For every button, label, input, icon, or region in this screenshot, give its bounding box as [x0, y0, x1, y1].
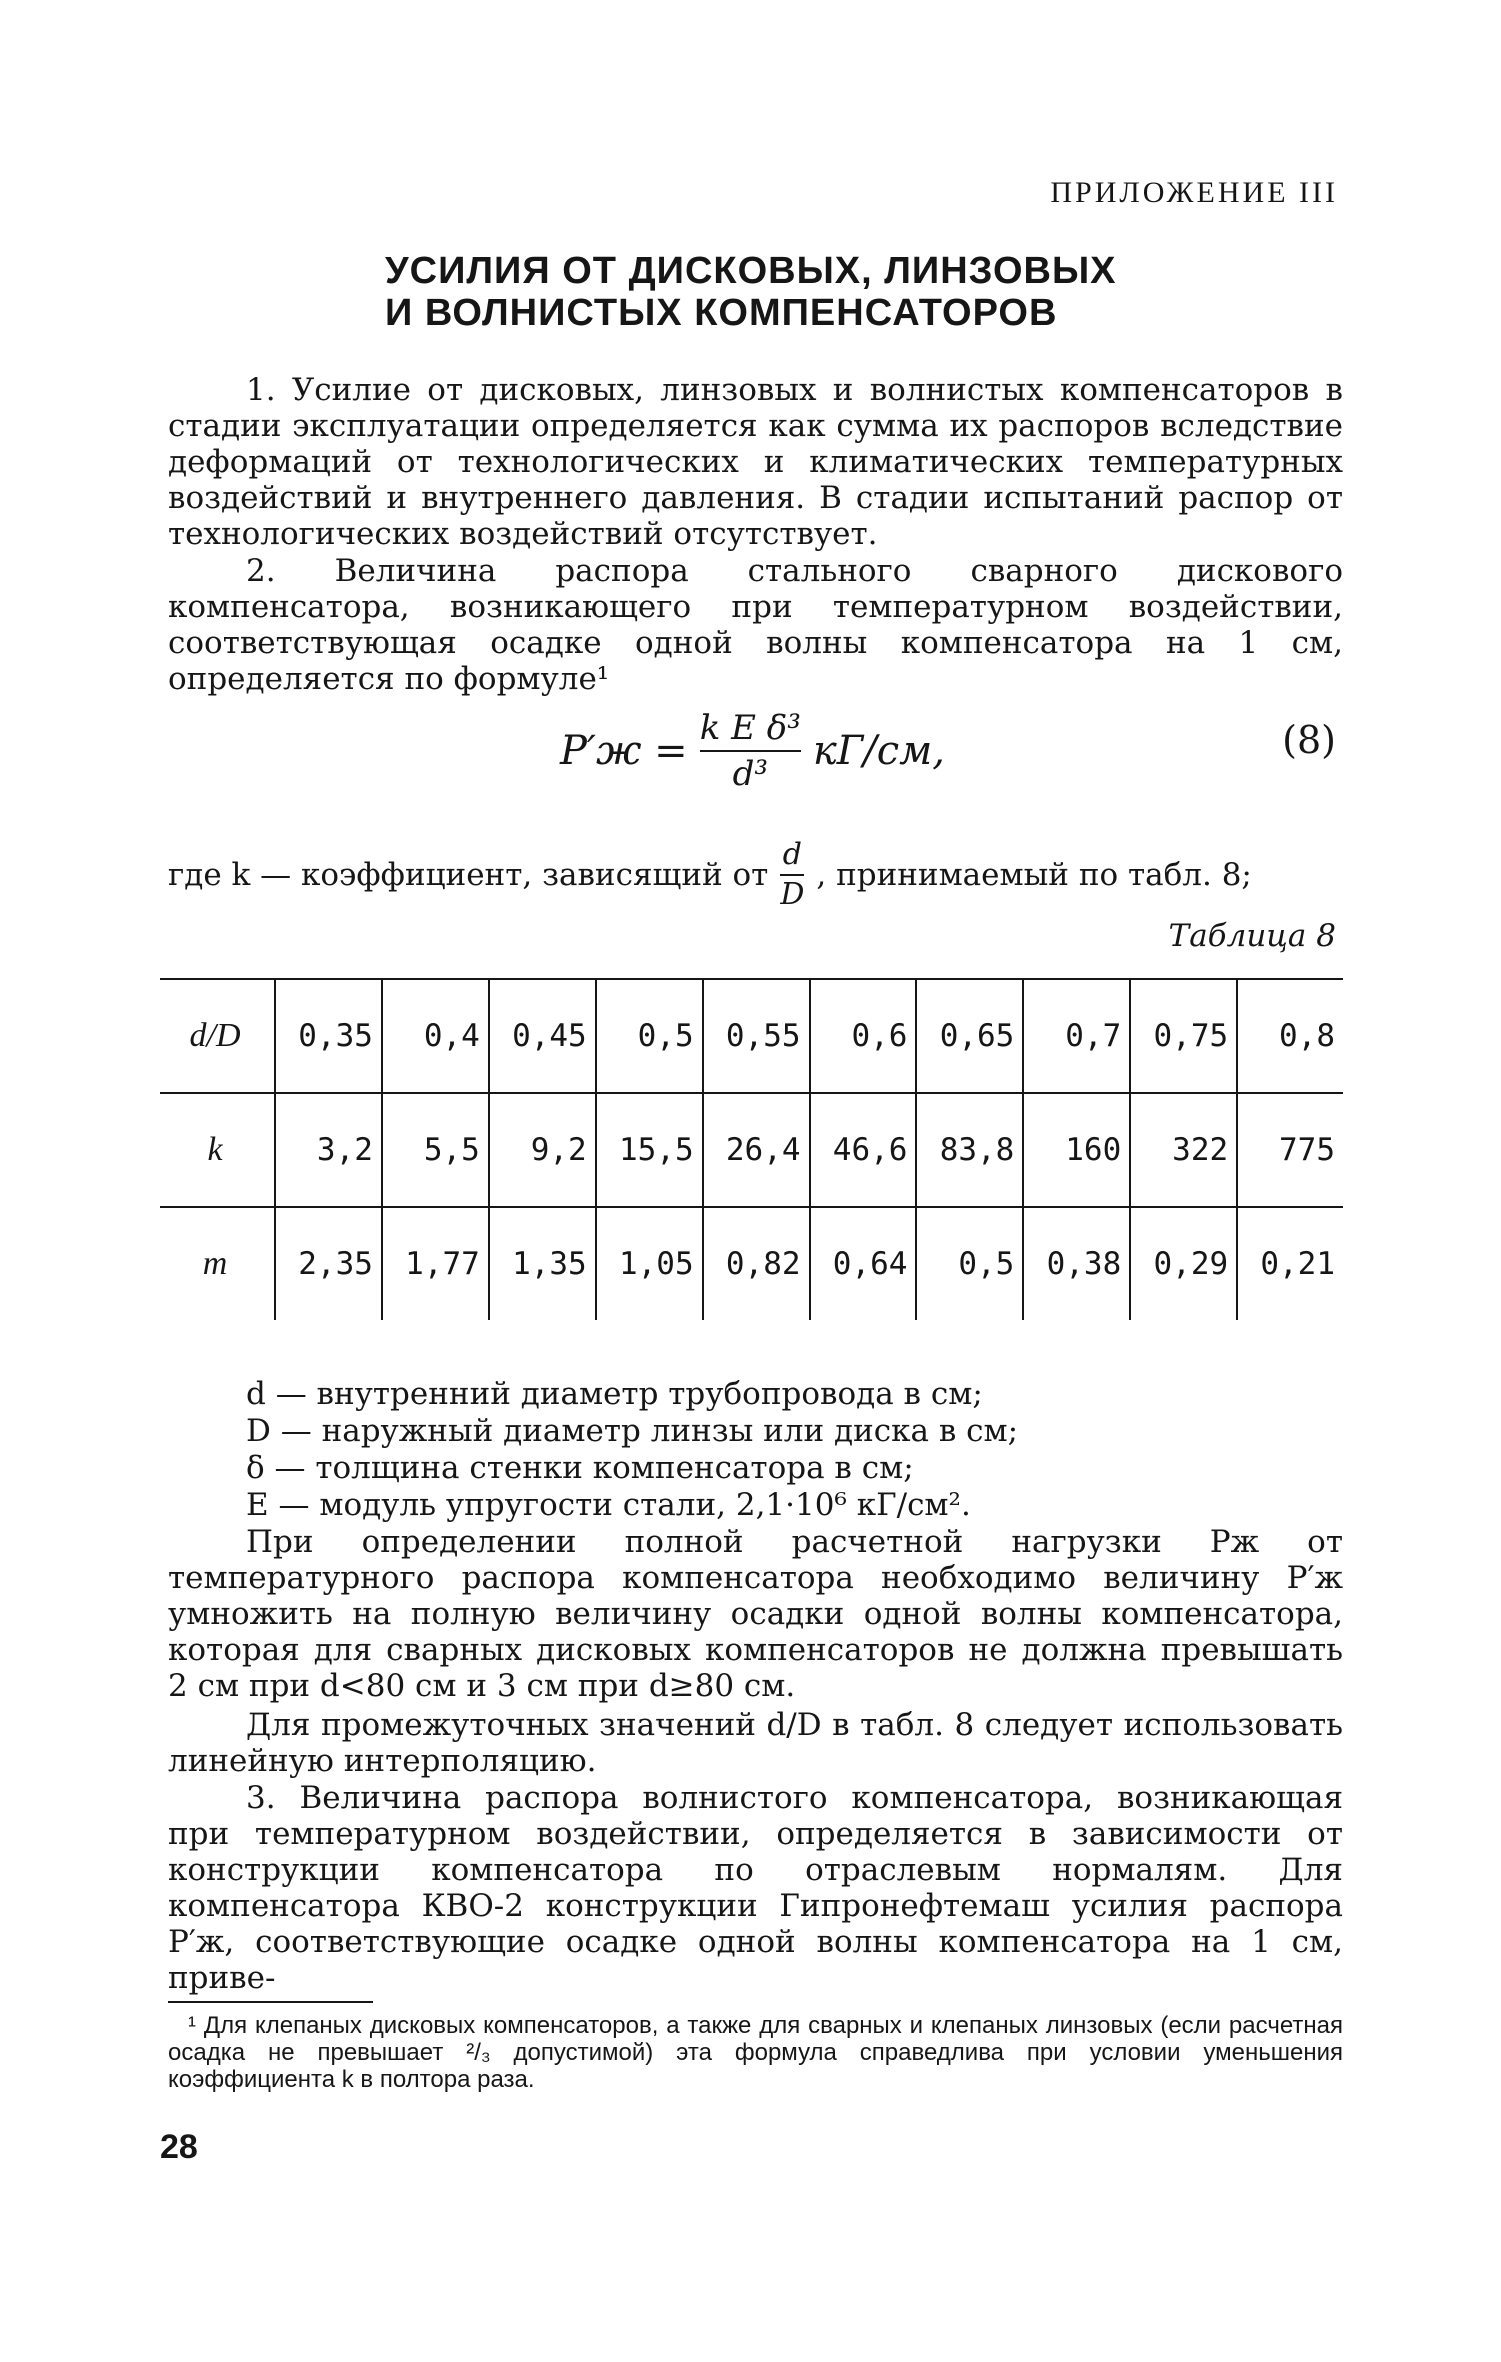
table-cell: 160: [1023, 1093, 1130, 1207]
table-cell: 26,4: [703, 1093, 810, 1207]
formula-numerator: k E δ³: [699, 708, 801, 748]
table-cell: 9,2: [489, 1093, 596, 1207]
where-fraction-num: d: [782, 837, 802, 872]
where-suffix: , принимаемый по табл. 8;: [816, 857, 1252, 893]
footnote-separator: [168, 2001, 373, 2003]
table-row-label: m: [202, 1245, 228, 1282]
fraction-bar: [780, 874, 804, 876]
table-cell: 0,55: [703, 979, 810, 1093]
table-cell: 2,35: [275, 1207, 382, 1320]
table-cell: 0,45: [489, 979, 596, 1093]
formula-denominator: d³: [732, 754, 768, 794]
table-cell: 1,35: [489, 1207, 596, 1320]
table-cell: 0,6: [810, 979, 917, 1093]
table-cell: 1,77: [382, 1207, 489, 1320]
paragraph-2: [168, 553, 1343, 697]
footnote: [168, 2012, 1343, 2093]
table-cell: 0,29: [1130, 1207, 1237, 1320]
table-caption: Таблица 8: [1168, 918, 1336, 954]
table-row: [160, 1093, 1343, 1207]
definitions-list: [246, 1376, 1018, 1524]
table-cell: 775: [1237, 1093, 1343, 1207]
table-cell: 0,38: [1023, 1207, 1130, 1320]
table-cell: 5,5: [382, 1093, 489, 1207]
definition-d: d — внутренний диаметр трубопровода в см;: [246, 1376, 983, 1412]
table-cell: 0,5: [596, 979, 703, 1093]
where-fraction-den: D: [780, 877, 805, 912]
paragraph-4-text: Для промежуточных значений d/D в табл. 8 следует использовать линейную интерполяцию.: [168, 1707, 1343, 1779]
table-cell: 0,8: [1237, 979, 1343, 1093]
paragraph-3-text: При определении полной расчетной нагрузки Pж от температурного распора компенсатора необходимо величину P′ж умножить на полную величину осадки одной волны компенсатора, которая для сварных дисковых компенсаторов не должна превышать 2 см при d<80 см и 3 см при d≥80 см.: [168, 1524, 1343, 1704]
appendix-header: ПРИЛОЖЕНИЕ III: [1050, 176, 1338, 209]
table-row-label: d/D: [189, 1017, 241, 1054]
table-cell: 0,35: [275, 979, 382, 1093]
page-title: [385, 250, 1117, 334]
paragraph-3: [168, 1524, 1343, 1704]
formula-8: [560, 708, 945, 794]
paragraph-5-text: 3. Величина распора волнистого компенсатора, возникающая при температурном воздействии, определяется в зависимости от конструкции компенсатора по отраслевым нормалям. Для компенсатора КВО-2 конструкции Гипронефтемаш усилия распора P′ж, соответствующие осадке одной волны компенсатора на 1 см, приве-: [168, 1780, 1343, 1996]
formula-lhs: P′ж =: [560, 728, 688, 774]
formula-fraction: [700, 708, 801, 794]
table-cell: 0,5: [916, 1207, 1023, 1320]
footnote-text: ¹ Для клепаных дисковых компенсаторов, а также для сварных и клепаных линзовых (если расчетная осадка не превышает ²/₃ допустимой) эта формула справедлива при условии уменьшения коэффициента k в полтора раза.: [168, 2012, 1343, 2093]
table-cell: 0,64: [810, 1207, 917, 1320]
title-line-2: И ВОЛНИСТЫХ КОМПЕНСАТОРОВ: [385, 292, 1058, 334]
formula-number: (8): [1282, 718, 1336, 762]
paragraph-1: [168, 372, 1343, 552]
fraction-bar: [700, 750, 801, 752]
definition-E: E — модуль упругости стали, 2,1·10⁶ кГ/см².: [246, 1487, 971, 1523]
table-cell: 1,05: [596, 1207, 703, 1320]
table-cell: 15,5: [596, 1093, 703, 1207]
table-cell: 0,7: [1023, 979, 1130, 1093]
table-cell: 0,65: [916, 979, 1023, 1093]
formula-unit: кГ/см,: [812, 728, 945, 774]
table-cell: 0,82: [703, 1207, 810, 1320]
table-cell: 322: [1130, 1093, 1237, 1207]
coefficient-table: [160, 978, 1343, 1320]
where-clause: [168, 838, 1252, 912]
table-row: [160, 979, 1343, 1093]
where-fraction: [780, 838, 804, 912]
definition-delta: δ — толщина стенки компенсатора в см;: [246, 1450, 914, 1486]
table-cell: 3,2: [275, 1093, 382, 1207]
paragraph-2-text: 2. Величина распора стального сварного дискового компенсатора, возникающего при температурном воздействии, соответствующая осадке одной волны компенсатора на 1 см, определяется по формуле¹: [168, 553, 1343, 697]
paragraph-4: [168, 1707, 1343, 1779]
where-prefix: где k — коэффициент, зависящий от: [168, 857, 769, 893]
table-cell: 83,8: [916, 1093, 1023, 1207]
table-cell: 0,75: [1130, 979, 1237, 1093]
title-line-1: УСИЛИЯ ОТ ДИСКОВЫХ, ЛИНЗОВЫХ: [385, 250, 1117, 292]
definition-D: D — наружный диаметр линзы или диска в см;: [246, 1413, 1019, 1449]
table-row: [160, 1207, 1343, 1320]
table-cell: 0,21: [1237, 1207, 1343, 1320]
table-row-label: k: [207, 1131, 223, 1168]
paragraph-5: [168, 1780, 1343, 1996]
paragraph-1-text: 1. Усилие от дисковых, линзовых и волнистых компенсаторов в стадии эксплуатации определяется как сумма их распоров вследствие деформаций от технологических и климатических температурных воздействий и внутреннего давления. В стадии испытаний распор от технологических воздействий отсутствует.: [168, 372, 1343, 552]
table-cell: 0,4: [382, 979, 489, 1093]
page-number: 28: [160, 2128, 198, 2166]
table-cell: 46,6: [810, 1093, 917, 1207]
